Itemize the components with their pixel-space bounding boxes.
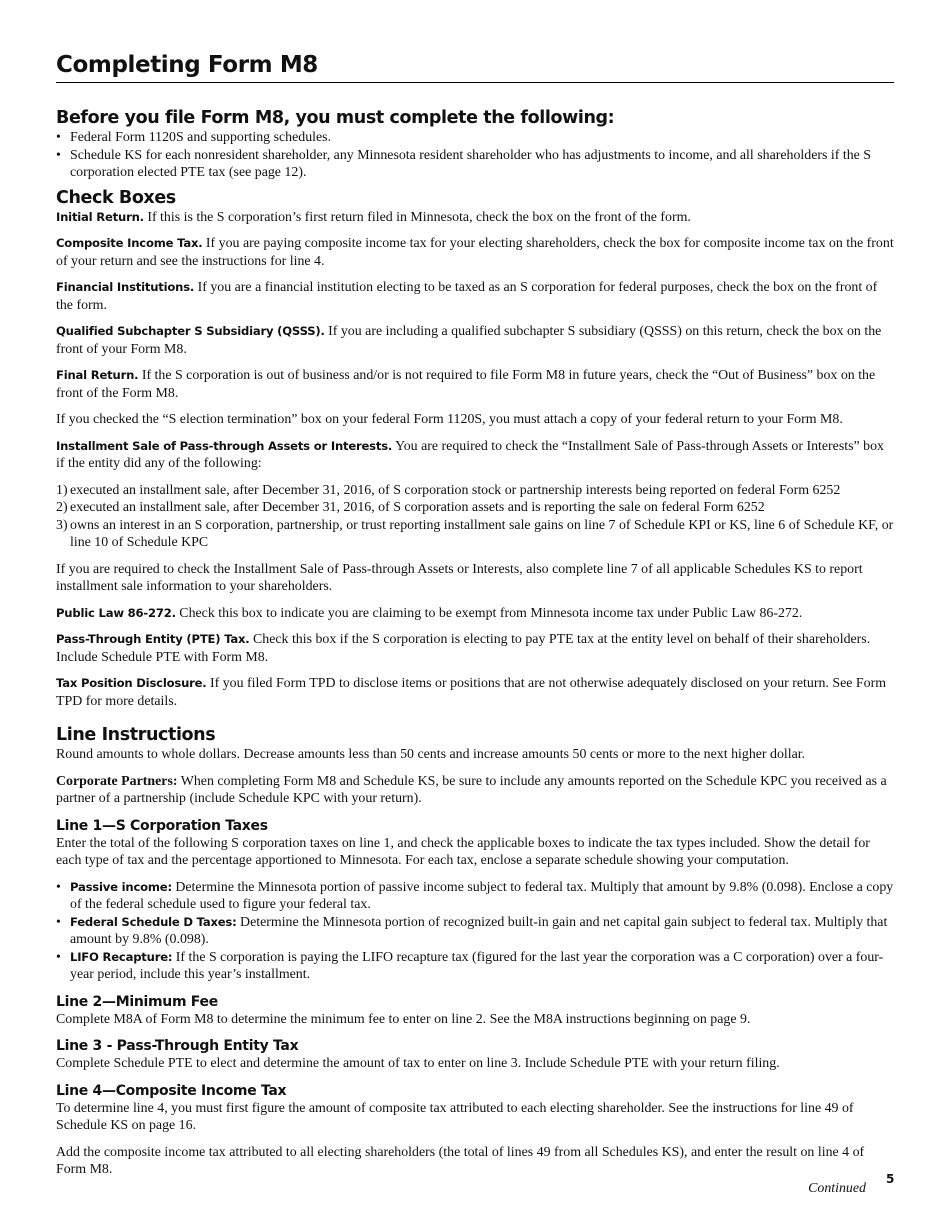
qsss-text: If you are including a qualified subchapter S subsidiary (QSSS) on this return, check the box on the front of your Form M8. [56, 324, 882, 357]
item-text: executed an installment sale, after December 31, 2016, of S corporation stock or partnership interests being reported on federal Form 6252 [70, 482, 841, 498]
item-text: Determine the Minnesota portion of recognized built-in gain and net capital gain subject to federal tax. Multiply that amount by 9.8% (0.098). [70, 914, 888, 947]
composite-text: If you are paying composite income tax for your electing shareholders, check the box for composite income tax on the front of your return and see the instructions for line 4. [56, 236, 894, 269]
line3-text: Complete Schedule PTE to elect and determine the amount of tax to enter on line 3. Include Schedule PTE with your return filing. [56, 1056, 780, 1071]
public-law-para [56, 605, 894, 623]
item-text: Determine the Minnesota portion of passive income subject to federal tax. Multiply that amount by 9.8% (0.098). Enclose a copy of the federal schedule used to figure your federal tax. [70, 879, 894, 912]
line1-text: Enter the total of the following S corporation taxes on line 1, and check the applicable boxes to indicate the tax types included. Show the detail for each type of tax and the percentage apportioned to Minnesota. For each tax, enclose a separate schedule showing your computation. [56, 835, 870, 868]
line4-heading: Line 4—Composite Income Tax [56, 1082, 287, 1099]
page-title: Completing Form M8 [56, 50, 894, 83]
page-content [56, 50, 894, 1179]
line4-text1: To determine line 4, you must first figure the amount of composite tax attributed to each electing shareholder. See the instructions for line 49 of Schedule KS on page 16. [56, 1100, 854, 1133]
final-return-para [56, 367, 894, 402]
line2-text: Complete M8A of Form M8 to determine the minimum fee to enter on line 2. See the M8A instructions beginning on page 9. [56, 1011, 751, 1027]
disclosure-text: If you filed Form TPD to disclose items or positions that are not otherwise adequately disclosed on your return. See Form TPD for more details. [56, 676, 887, 709]
installment-text: You are required to check the “Installment Sale of Pass-through Assets or Interests” box if the entity did any of the following: [56, 438, 884, 471]
installment-list [56, 482, 894, 552]
installment-lead: Installment Sale of Pass-through Assets or Interests. [56, 438, 393, 453]
list-item [56, 482, 894, 500]
before-list [56, 129, 894, 182]
line1-heading: Line 1—S Corporation Taxes [56, 817, 268, 834]
list-item [56, 914, 894, 949]
item-text: executed an installment sale, after December 31, 2016, of S corporation assets and is reporting the sale on federal Form 6252 [70, 500, 765, 515]
qsss-lead: Qualified Subchapter S Subsidiary (QSSS). [56, 324, 325, 338]
line4-text2: Add the composite income tax attributed to all electing shareholders (the total of lines 49 from all Schedules KS), and enter the result on line 4 of Form M8. [56, 1144, 865, 1177]
pte-text: Check this box if the S corporation is electing to pay PTE tax at the entity level on behalf of their shareholders. Include Schedule PTE with Form M8. [56, 632, 871, 665]
qsss-para [56, 323, 894, 358]
public-law-lead: Public Law 86-272. [56, 605, 176, 620]
item-text: If the S corporation is paying the LIFO recapture tax (figured for the last year the corporation was a C corporation) over a four-year period, include this year’s installment. [70, 949, 884, 982]
item-number: 3) [56, 517, 68, 533]
list-item [56, 949, 894, 984]
disclosure-para [56, 675, 894, 710]
final-return-lead: Final Return. [56, 368, 139, 382]
final-return-text: If the S corporation is out of business and/or is not required to file Form M8 in future years, check the “Out of Business” box on the front of the Form M8. [56, 368, 876, 401]
line-instructions-heading: Line Instructions [56, 725, 216, 745]
partners-lead: Corporate Partners: [56, 773, 178, 789]
list-item: • Federal Form 1120S and supporting schedules. [56, 129, 894, 147]
list-item [56, 499, 894, 517]
item-text: owns an interest in an S corporation, partnership, or trust reporting installment sale gains on line 7 of Schedule KPI or KS, line 6 of Schedule KF, or line 10 of Schedule KPC [70, 517, 894, 550]
line1-list [56, 879, 894, 984]
list-item [56, 517, 894, 552]
check-boxes-heading: Check Boxes [56, 187, 176, 208]
pte-para [56, 631, 894, 666]
list-item [56, 879, 894, 914]
initial-return-para [56, 209, 894, 227]
item-lead: Passive income: [70, 879, 172, 894]
disclosure-lead: Tax Position Disclosure. [56, 676, 207, 690]
financial-text: If you are a financial institution electing to be taxed as an S corporation for federal purposes, check the box on the front of the form. [56, 280, 878, 313]
list-item: • Schedule KS for each nonresident shareholder, any Minnesota resident shareholder who has adjustments to income, and all shareholders if the S corporation elected PTE tax (see page 12). [56, 147, 894, 182]
partners-para [56, 773, 894, 808]
item-lead: LIFO Recapture: [70, 949, 173, 964]
pte-lead: Pass-Through Entity (PTE) Tax. [56, 632, 250, 646]
composite-para [56, 235, 894, 270]
line2-heading: Line 2—Minimum Fee [56, 993, 218, 1010]
partners-text: When completing Form M8 and Schedule KS, be sure to include any amounts reported on the Schedule KPC you received as a partner of a partnership (include Schedule KPC with your return). [56, 773, 887, 806]
financial-lead: Financial Institutions. [56, 280, 195, 294]
initial-return-text: If this is the S corporation’s first return filed in Minnesota, check the box on the front of the form. [143, 209, 691, 225]
item-number: 2) [56, 500, 68, 515]
item-number: 1) [56, 482, 68, 498]
financial-para [56, 279, 894, 314]
installment-para [56, 438, 894, 473]
before-heading: Before you file Form M8, you must complete the following: [56, 108, 615, 128]
public-law-text: Check this box to indicate you are claiming to be exempt from Minnesota income tax under Public Law 86-272. [175, 605, 803, 621]
continued-label: Continued [808, 1181, 866, 1196]
composite-lead: Composite Income Tax. [56, 236, 203, 250]
line3-heading: Line 3 - Pass-Through Entity Tax [56, 1038, 299, 1054]
initial-return-lead: Initial Return. [56, 209, 144, 224]
item-lead: Federal Schedule D Taxes: [70, 914, 237, 929]
round-para: Round amounts to whole dollars. Decrease amounts less than 50 cents and increase amounts 50 cents or more to the next higher dollar. [56, 747, 806, 762]
page-number: 5 [886, 1172, 895, 1186]
termination-para: If you checked the “S election termination” box on your federal Form 1120S, you must attach a copy of your federal return to your Form M8. [56, 412, 843, 427]
installment-note: If you are required to check the Installment Sale of Pass-through Assets or Interests, also complete line 7 of all applicable Schedules KS to report installment sale information to your shareholders. [56, 561, 863, 594]
